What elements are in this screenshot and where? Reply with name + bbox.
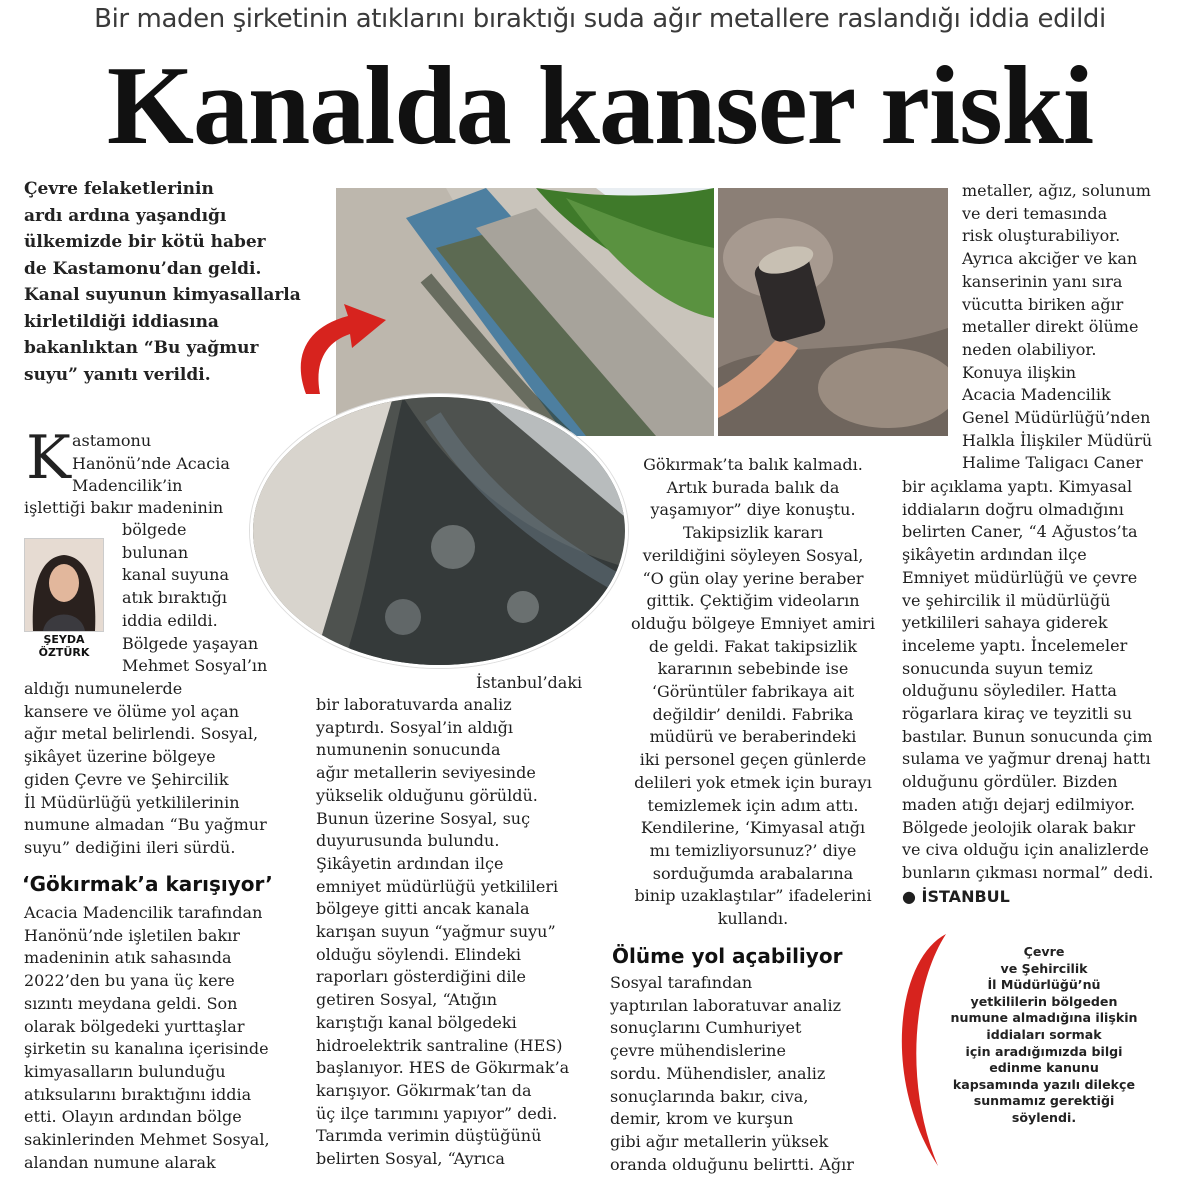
col3-body2: Sosyal tarafından yaptırılan laboratuvar analiz sonuçlarını Cumhuriyet çevre mühendislerine sordu. Mühendisler, analiz sonuçlarında bakır, civa, demir, krom ve kurşun gibi ağır metallerin yüksek oranda olduğunu belirtti. Ağır [610,973,854,1174]
col2-body: bir laboratuvarda analiz yaptırdı. Sosyal’in aldığı numunenin sonucunda ağır metallerin seviyesinde yükselik olduğunu görüldü. Bunun üzerine Sosyal, suç duyurusunda bulundu. Şikâyetin ardından ilçe emniyet müdürlüğü yetkilileri bölgeye gitti ancak kanala karışan suyun “yağmur suyu” olduğu söylendi. Elindeki raporları gösterdiğini dile getiren Sosyal, “Atığın karıştığı kanal bölgedeki hidroelektrik santraline (HES) başlanıyor. HES de Gökırmak’a karışıyor. Gökırmak’tan da üç ilçe tarımını yapıyor” dedi. Tarımda verimin düştüğünü belirten Sosyal, “Ayrıca [316,695,570,1169]
red-arrow-icon [296,302,388,398]
article-kicker: Bir maden şirketinin atıklarını bıraktığı suda ağır metallere raslandığı iddia edildi [94,4,1106,34]
sample-illustration [718,188,948,436]
sample-photo [718,188,948,436]
article-headline: Kanalda kanser riski [106,44,1094,168]
callout-box: Çevre ve Şehircilik İl Müdürlüğü’nü yetkililerin bölgeden numune almadığına ilişkin iddiaları sormak için aradığımızda bilgi edinme kanunu kapsamında yazılı dilekçe sunmamız gerektiği söylendi. [950,944,1138,1125]
col2-lead: İstanbul’daki [476,673,583,692]
water-closeup-photo [250,394,628,668]
col1-wrap-b: bölgede bulunan kanal suyuna atık bıraktığı iddia edildi. Bölgede yaşayan Mehmet Sosyal’ın [122,520,268,676]
water-closeup-illustration [253,397,625,665]
article-spot: Çevre felaketlerinin ardı ardına yaşandığı ülkemizde bir kötü haber de Kastamonu’dan geldi. Kanal suyunun kimyasallarla kirletildiği iddiasına bakanlıktan “Bu yağmur suyu” yanıtı verildi. [24,179,301,385]
subhead-olume: Ölüme yol açabiliyor [612,944,843,968]
author-name: ŞEYDA ÖZTÜRK [38,633,90,659]
dropcap: K [26,423,71,493]
subhead-gokirmak: ‘Gökırmak’a karışıyor’ [22,872,273,896]
col4-body: bir açıklama yaptı. Kimyasal iddiaların doğru olmadığını belirten Caner, “4 Ağustos’ta şikâyetin ardından ilçe Emniyet müdürlüğü ve çevre ve şehircilik il müdürlüğü yetkilileri sahaya giderek inceleme yaptı. İncelemeler sonucunda suyun temiz olduğunu söylediler. Hatta rögarlara kiraç ve teyzitli su bastılar. Bunun sonucunda çim sulama ve yağmur drenaj hattı olduğunu gördüler. Bizden maden atığı dejarj edilmiyor. Bölgede jeolojik olarak bakır ve civa olduğu için analizlerde bunların çıkması normal” dedi. [902,477,1154,882]
dateline: ● İSTANBUL [902,887,1010,906]
author-photo [24,538,104,632]
col3-body: Gökırmak’ta balık kalmadı. Artık burada balık da yaşamıyor” diye konuştu. Takipsizlik kararı verildiğini söyleyen Sosyal, “O gün olay yerine beraber gittik. Çektiğim videoların olduğu bölgeye Emniyet amiri de geldi. Fakat takipsizlik kararının sebebinde ise ‘Görüntüler fabrikaya ait değildir’ denildi. Fabrika müdürü ve beraberindeki iki personel geçen günlerde delileri yok etmek için burayı temizlemek için adım attı. Kendilerine, ‘Kimyasal atığı mı temizliyorsunuz?’ diye sorduğumda arabalarına binip uzaklaştılar” ifadelerini kullandı. [630,455,876,929]
col1-body: aldığı numunelerde kansere ve ölüme yol açan ağır metal belirlendi. Sosyal, şikâyet üzerine bölgeye giden Çevre ve Şehircilik İl Müdürlüğü yetkililerinin numune almadan “Bu yağmur suyu” dediğini ileri sürdü. [24,679,267,857]
col1-body2: Acacia Madencilik tarafından Hanönü’nde işletilen bakır madeninin atık sahasında 2022’den bu yana üç kere sızıntı meydana geldi. Son olarak bölgedeki yurttaşlar şirketin su kanalına içerisinde kimyasalların bulunduğu atıksularını bıraktığını iddia etti. Olayın ardından bölge sakinlerinden Mehmet Sosyal, alandan numune alarak [24,903,270,1172]
col4-top: metaller, ağız, solunum ve deri temasında risk oluşturabiliyor. Ayrıca akciğer ve kan kanserinin yanı sıra vücutta biriken ağır metaller direkt ölüme neden olabiliyor. Konuya ilişkin Acacia Madencilik Genel Müdürlüğü’nden Halkla İlişkiler Müdürü Halime Taligacı Caner [962,181,1153,473]
col1-intro: astamonu Hanönü’nde Acacia Madencilik’in [72,431,230,496]
author-portrait-icon [25,539,103,631]
col1-wrap-a: işlettiği bakır madeninin [24,498,224,517]
